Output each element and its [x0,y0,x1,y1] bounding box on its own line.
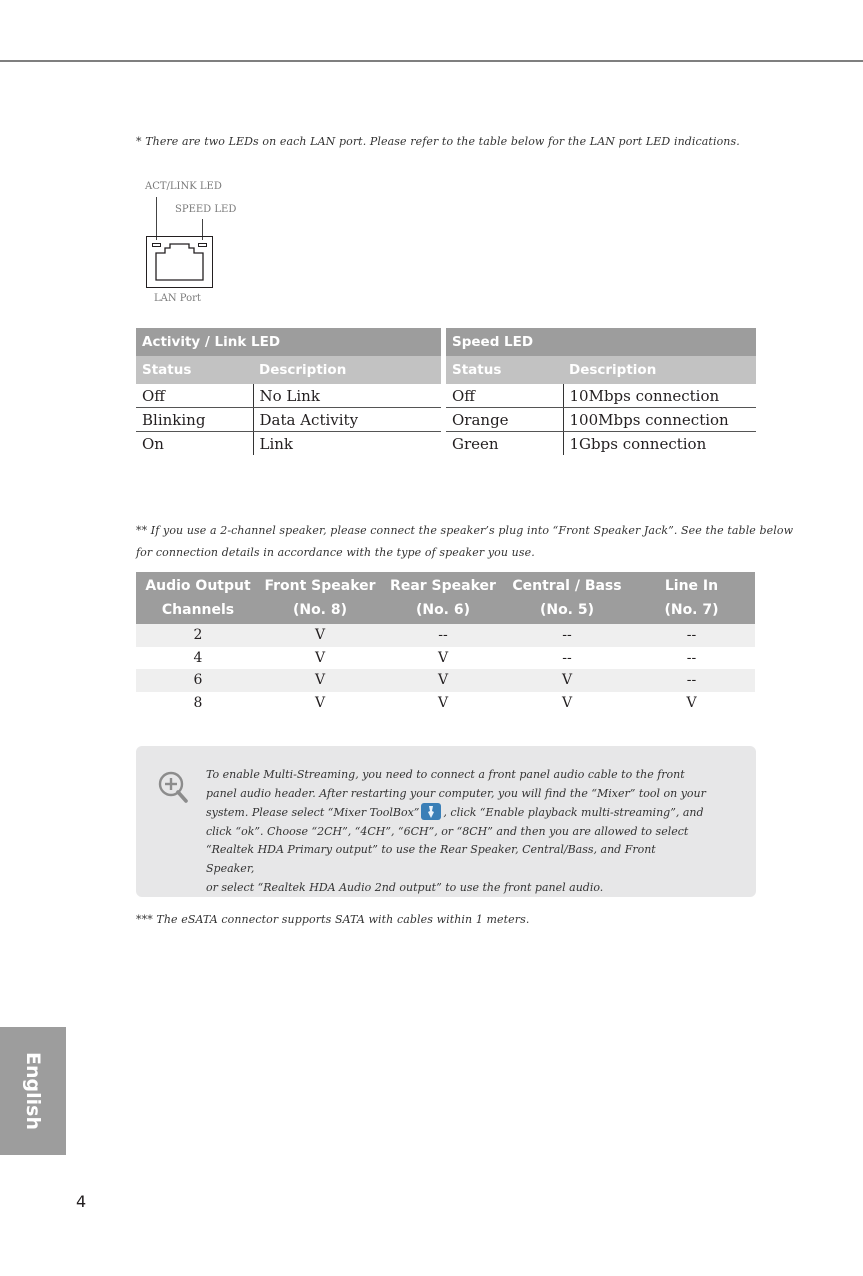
table-cell: Link [253,432,441,456]
table-cell: Data Activity [253,408,441,432]
table-cell: Off [136,384,253,408]
table-cell: 10Mbps connection [563,384,756,408]
tip-line: panel audio header. After restarting your computer, you will find the “Mixer” tool on your [206,786,706,800]
table-cell: V [437,694,449,711]
tip-line: To enable Multi-Streaming, you need to connect a front panel audio cable to the front [206,768,685,781]
table-cell: 2 [136,624,260,647]
table-cell: -- [506,624,628,647]
activity-description-header: Description [253,356,441,384]
table-cell: V [437,649,449,666]
tip-line: click “ok”. Choose “2CH”, “4CH”, “6CH”, or “8CH” and then you are allowed to select [206,824,689,838]
audio-header-rear-speaker: Rear Speaker (No. 6) [380,572,506,624]
table-row [136,647,755,670]
table-cell: V [260,669,380,692]
tip-line: “Realtek HDA Primary output” to use the Rear Speaker, Central/Bass, and Front Speaker, [206,843,656,875]
activity-status-header: Status [136,356,253,384]
table-cell: V [686,694,697,711]
tip-text [206,766,706,897]
activity-link-led-table [136,328,441,455]
table-row [446,408,756,432]
audio-output-table [136,572,755,714]
table-row [446,432,756,456]
table-row [136,432,441,456]
speed-led-table [446,328,756,455]
audio-header-front-speaker: Front Speaker (No. 8) [260,572,380,624]
table-cell: V [314,694,326,711]
language-side-tab [0,1027,66,1155]
speed-description-header: Description [563,356,756,384]
table-cell: V [314,649,326,666]
table-cell: -- [628,624,755,647]
table-cell: On [142,434,164,453]
rj45-socket-shape [146,236,213,288]
speaker-note-line1: ** If you use a 2-channel speaker, please connect the speaker’s plug into “Front Speaker Jack”. See the table below [136,524,794,537]
audio-header-channels: Audio Output Channels [136,572,260,624]
table-cell: 4 [193,649,203,666]
magnifier-plus-icon [156,770,192,806]
table-cell: V [380,669,506,692]
mixer-toolbox-icon [421,803,441,820]
table-row [136,384,441,408]
lan-led-note: * There are two LEDs on each LAN port. Please refer to the table below for the LAN port LED indications. [136,135,740,148]
speed-led-label: SPEED LED [175,204,237,215]
audio-header-line-in: Line In (No. 7) [628,572,755,624]
table-cell: Orange [446,408,563,432]
language-label: English [22,1052,44,1130]
lan-port-icon [146,236,213,288]
page-number: 4 [76,1192,87,1211]
tip-line: or select “Realtek HDA Audio 2nd output” to use the front panel audio. [206,880,604,894]
table-cell: Off [446,384,563,408]
table-cell: -- [686,649,697,666]
table-row [446,384,756,408]
table-cell: V [561,694,573,711]
top-rule [0,60,863,62]
audio-header-central-bass: Central / Bass (No. 5) [506,572,628,624]
table-row [136,624,755,647]
act-link-led-label: ACT/LINK LED [145,181,222,192]
table-cell: -- [562,649,572,666]
table-row [136,692,755,715]
table-cell: V [260,624,380,647]
speed-table-title: Speed LED [446,328,756,356]
act-link-lead-line [156,197,157,240]
lan-port-label: LAN Port [154,293,201,304]
table-cell: No Link [253,384,441,408]
table-cell: -- [380,624,506,647]
table-cell: 8 [193,694,203,711]
audio-table-header-row [136,572,755,624]
table-cell: Blinking [136,408,253,432]
table-row [136,408,441,432]
speed-status-header: Status [446,356,563,384]
speaker-note-line2: for connection details in accordance with the type of speaker you use. [136,546,535,559]
table-cell: 6 [136,669,260,692]
activity-table-title: Activity / Link LED [136,328,441,356]
table-cell: 1Gbps connection [563,432,756,456]
table-cell: Green [452,434,499,453]
table-row [136,669,755,692]
table-cell: 100Mbps connection [563,408,756,432]
tip-line: system. Please select “Mixer ToolBox” , click “Enable playback multi-streaming”, and [206,803,706,823]
multi-streaming-tip-box [136,746,756,897]
table-cell: -- [628,669,755,692]
esata-note: *** The eSATA connector supports SATA with cables within 1 meters. [136,913,530,926]
table-cell: V [506,669,628,692]
